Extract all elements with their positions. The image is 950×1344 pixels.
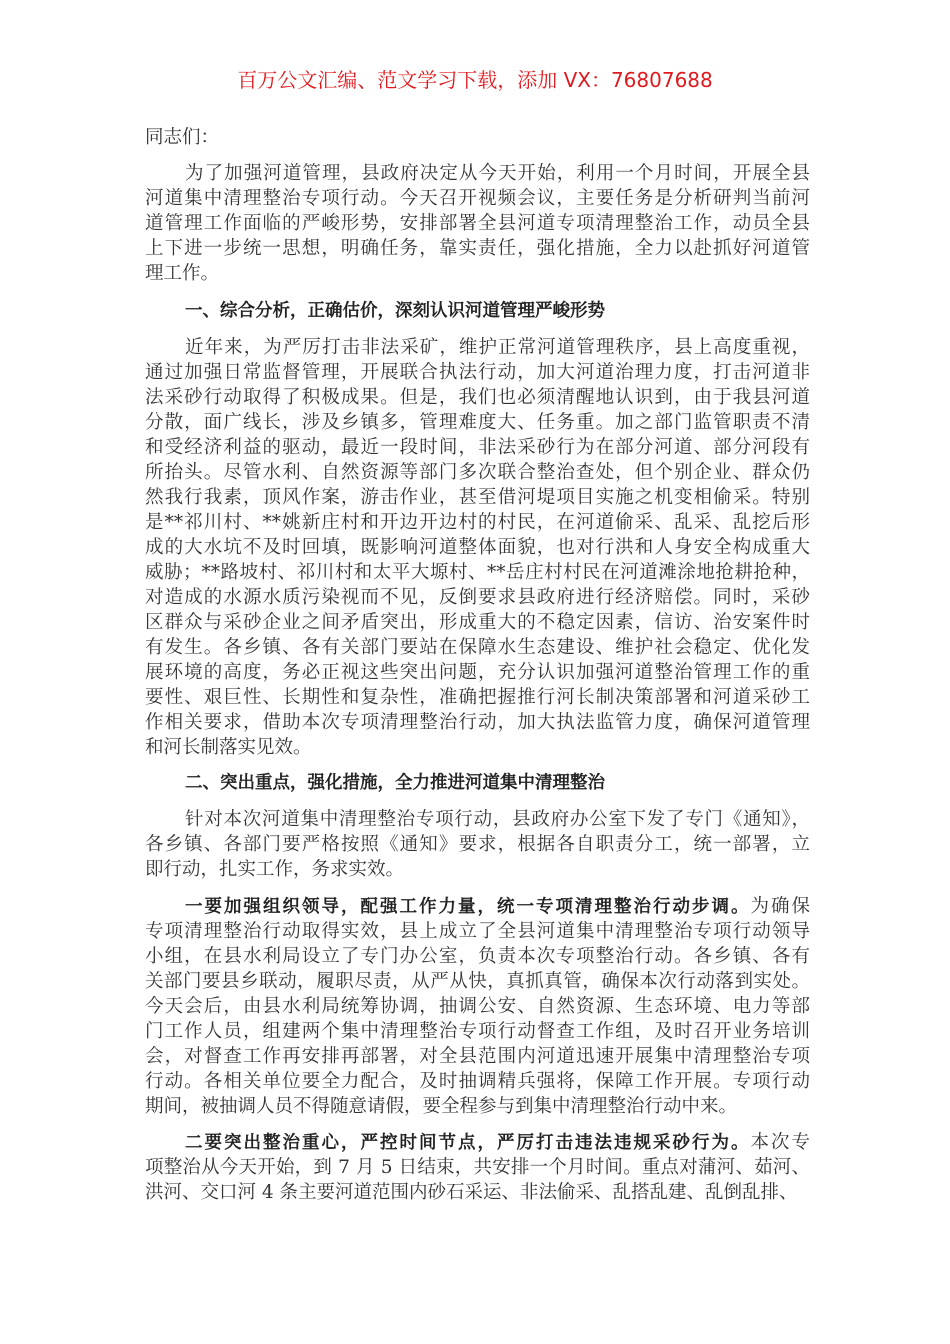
text-line: 河道集中清理整治专项行动。今天召开视频会议，主要任务是分析研判当前河 bbox=[145, 188, 810, 209]
text-line: 即行动，扎实工作，务求实效。 bbox=[145, 859, 405, 880]
paragraph bbox=[145, 161, 810, 286]
text-line: 上下进一步统一思想，明确任务，靠实责任，强化措施，全力以赴抓好河道管 bbox=[145, 238, 810, 259]
text-line: 然我行我素，顶风作案，游击作业，甚至借河堤项目实施之机变相偷采。特别 bbox=[145, 487, 810, 508]
lead-sentence: 二要突出整治重心，严控时间节点，严厉打击违法违规采砂行为。 bbox=[185, 1133, 751, 1153]
text-line: 作相关要求，借助本次专项清理整治行动，加大执法监管力度，确保河道管理 bbox=[145, 712, 810, 733]
text-line: 道管理工作面临的严峻形势，安排部署全县河道专项清理整治工作，动员全县 bbox=[145, 213, 810, 234]
paragraph bbox=[145, 894, 810, 1119]
text-line bbox=[145, 1130, 810, 1155]
text-line: 分散，面广线长，涉及乡镇多，管理难度大、任务重。加之部门监管职责不清 bbox=[145, 412, 810, 433]
text-line: 所抬头。尽管水利、自然资源等部门多次联合整治查处，但个别企业、群众仍 bbox=[145, 462, 810, 483]
text-line: 会，对督查工作再安排再部署，对全县范围内河道迅速开展集中清理整治专项 bbox=[145, 1046, 810, 1067]
text-line: 通过加强日常监督管理，开展联合执法行动，加大河道治理力度，打击河道非 bbox=[145, 362, 810, 383]
text-line: 和河长制落实见效。 bbox=[145, 737, 312, 758]
text-line: 项整治从今天开始，到 7 月 5 日结束，共安排一个月时间。重点对蒲河、茹河、 bbox=[145, 1157, 810, 1178]
text-line: 威胁；**路坡村、祁川村和太平大塬村、**岳庄村村民在河道滩涂地抢耕抢种， bbox=[145, 562, 810, 583]
text-line: 理工作。 bbox=[145, 263, 220, 284]
paragraph bbox=[145, 335, 810, 760]
text-line: 近年来，为严厉打击非法采矿，维护正常河道管理秩序，县上高度重视， bbox=[185, 337, 810, 358]
text-line: 行动。各相关单位要全力配合，及时抽调精兵强将，保障工作开展。专项行动 bbox=[145, 1071, 810, 1092]
lead-sentence: 一要加强组织领导，配强工作力量，统一专项清理整治行动步调。 bbox=[185, 897, 751, 917]
text-line: 关部门要县乡联动，履职尽责，从严从快，真抓真管，确保本次行动落到实处。 bbox=[145, 971, 810, 992]
text-line: 针对本次河道集中清理整治专项行动，县政府办公室下发了专门《通知》， bbox=[185, 809, 810, 830]
text-line bbox=[145, 894, 810, 919]
text-line: 门工作人员，组建两个集中清理整治专项行动督查工作组，及时召开业务培训 bbox=[145, 1021, 810, 1042]
paragraph bbox=[145, 1130, 810, 1205]
text-line: 区群众与采砂企业之间矛盾突出，形成重大的不稳定因素，信访、治安案件时 bbox=[145, 612, 810, 633]
text-line: 一、综合分析，正确估价，深刻认识河道管理严峻形势 bbox=[185, 301, 605, 321]
section-heading bbox=[145, 771, 810, 796]
text-line: 是**祁川村、**姚新庄村和开边开边村的村民，在河道偷采、乱采、乱挖后形 bbox=[145, 512, 810, 533]
line-text: 为确保 bbox=[750, 896, 810, 917]
text-line: 法采砂行动取得了积极成果。但是，我们也必须清醒地认识到，由于我县河道 bbox=[145, 387, 810, 408]
text-line: 专项清理整治行动取得实效，县上成立了全县河道集中清理整治专项行动领导 bbox=[145, 921, 810, 942]
text-line: 今天会后，由县水利局统筹协调，抽调公安、自然资源、生态环境、电力等部 bbox=[145, 996, 810, 1017]
section-heading bbox=[145, 299, 810, 324]
text-line: 各乡镇、各部门要严格按照《通知》要求，根据各自职责分工，统一部署，立 bbox=[145, 834, 810, 855]
text-line: 展环境的高度，务必正视这些突出问题，充分认识加强河道整治管理工作的重 bbox=[145, 662, 810, 683]
text-line: 二、突出重点，强化措施，全力推进河道集中清理整治 bbox=[185, 773, 605, 793]
text-line: 有发生。各乡镇、各有关部门要站在保障水生态建设、维护社会稳定、优化发 bbox=[145, 637, 810, 658]
salutation-text: 同志们： bbox=[145, 127, 220, 148]
text-line: 和受经济利益的驱动，最近一段时间，非法采砂行为在部分河道、部分河段有 bbox=[145, 437, 810, 458]
text-line: 对造成的水源水质污染视而不见，反倒要求县政府进行经济赔偿。同时，采砂 bbox=[145, 587, 810, 608]
text-line: 为了加强河道管理，县政府决定从今天开始，利用一个月时间，开展全县 bbox=[185, 163, 810, 184]
salutation bbox=[145, 125, 810, 150]
text-line: 小组，在县水利局设立了专门办公室，负责本次专项整治行动。各乡镇、各有 bbox=[145, 946, 810, 967]
text-line: 期间，被抽调人员不得随意请假，要全程参与到集中清理整治行动中来。 bbox=[145, 1096, 738, 1117]
download-banner: 百万公文汇编、范文学习下载，添加 VX：76807688 bbox=[237, 68, 713, 92]
paragraph bbox=[145, 807, 810, 882]
line-text: 本次专 bbox=[750, 1132, 810, 1153]
text-line: 要性、艰巨性、长期性和复杂性，准确把握推行河长制决策部署和河道采砂工 bbox=[145, 687, 810, 708]
text-line: 洪河、交口河 4 条主要河道范围内砂石采运、非法偷采、乱搭乱建、乱倒乱排、 bbox=[145, 1182, 798, 1203]
text-line: 成的大水坑不及时回填，既影响河道整体面貌，也对行洪和人身安全构成重大 bbox=[145, 537, 810, 558]
